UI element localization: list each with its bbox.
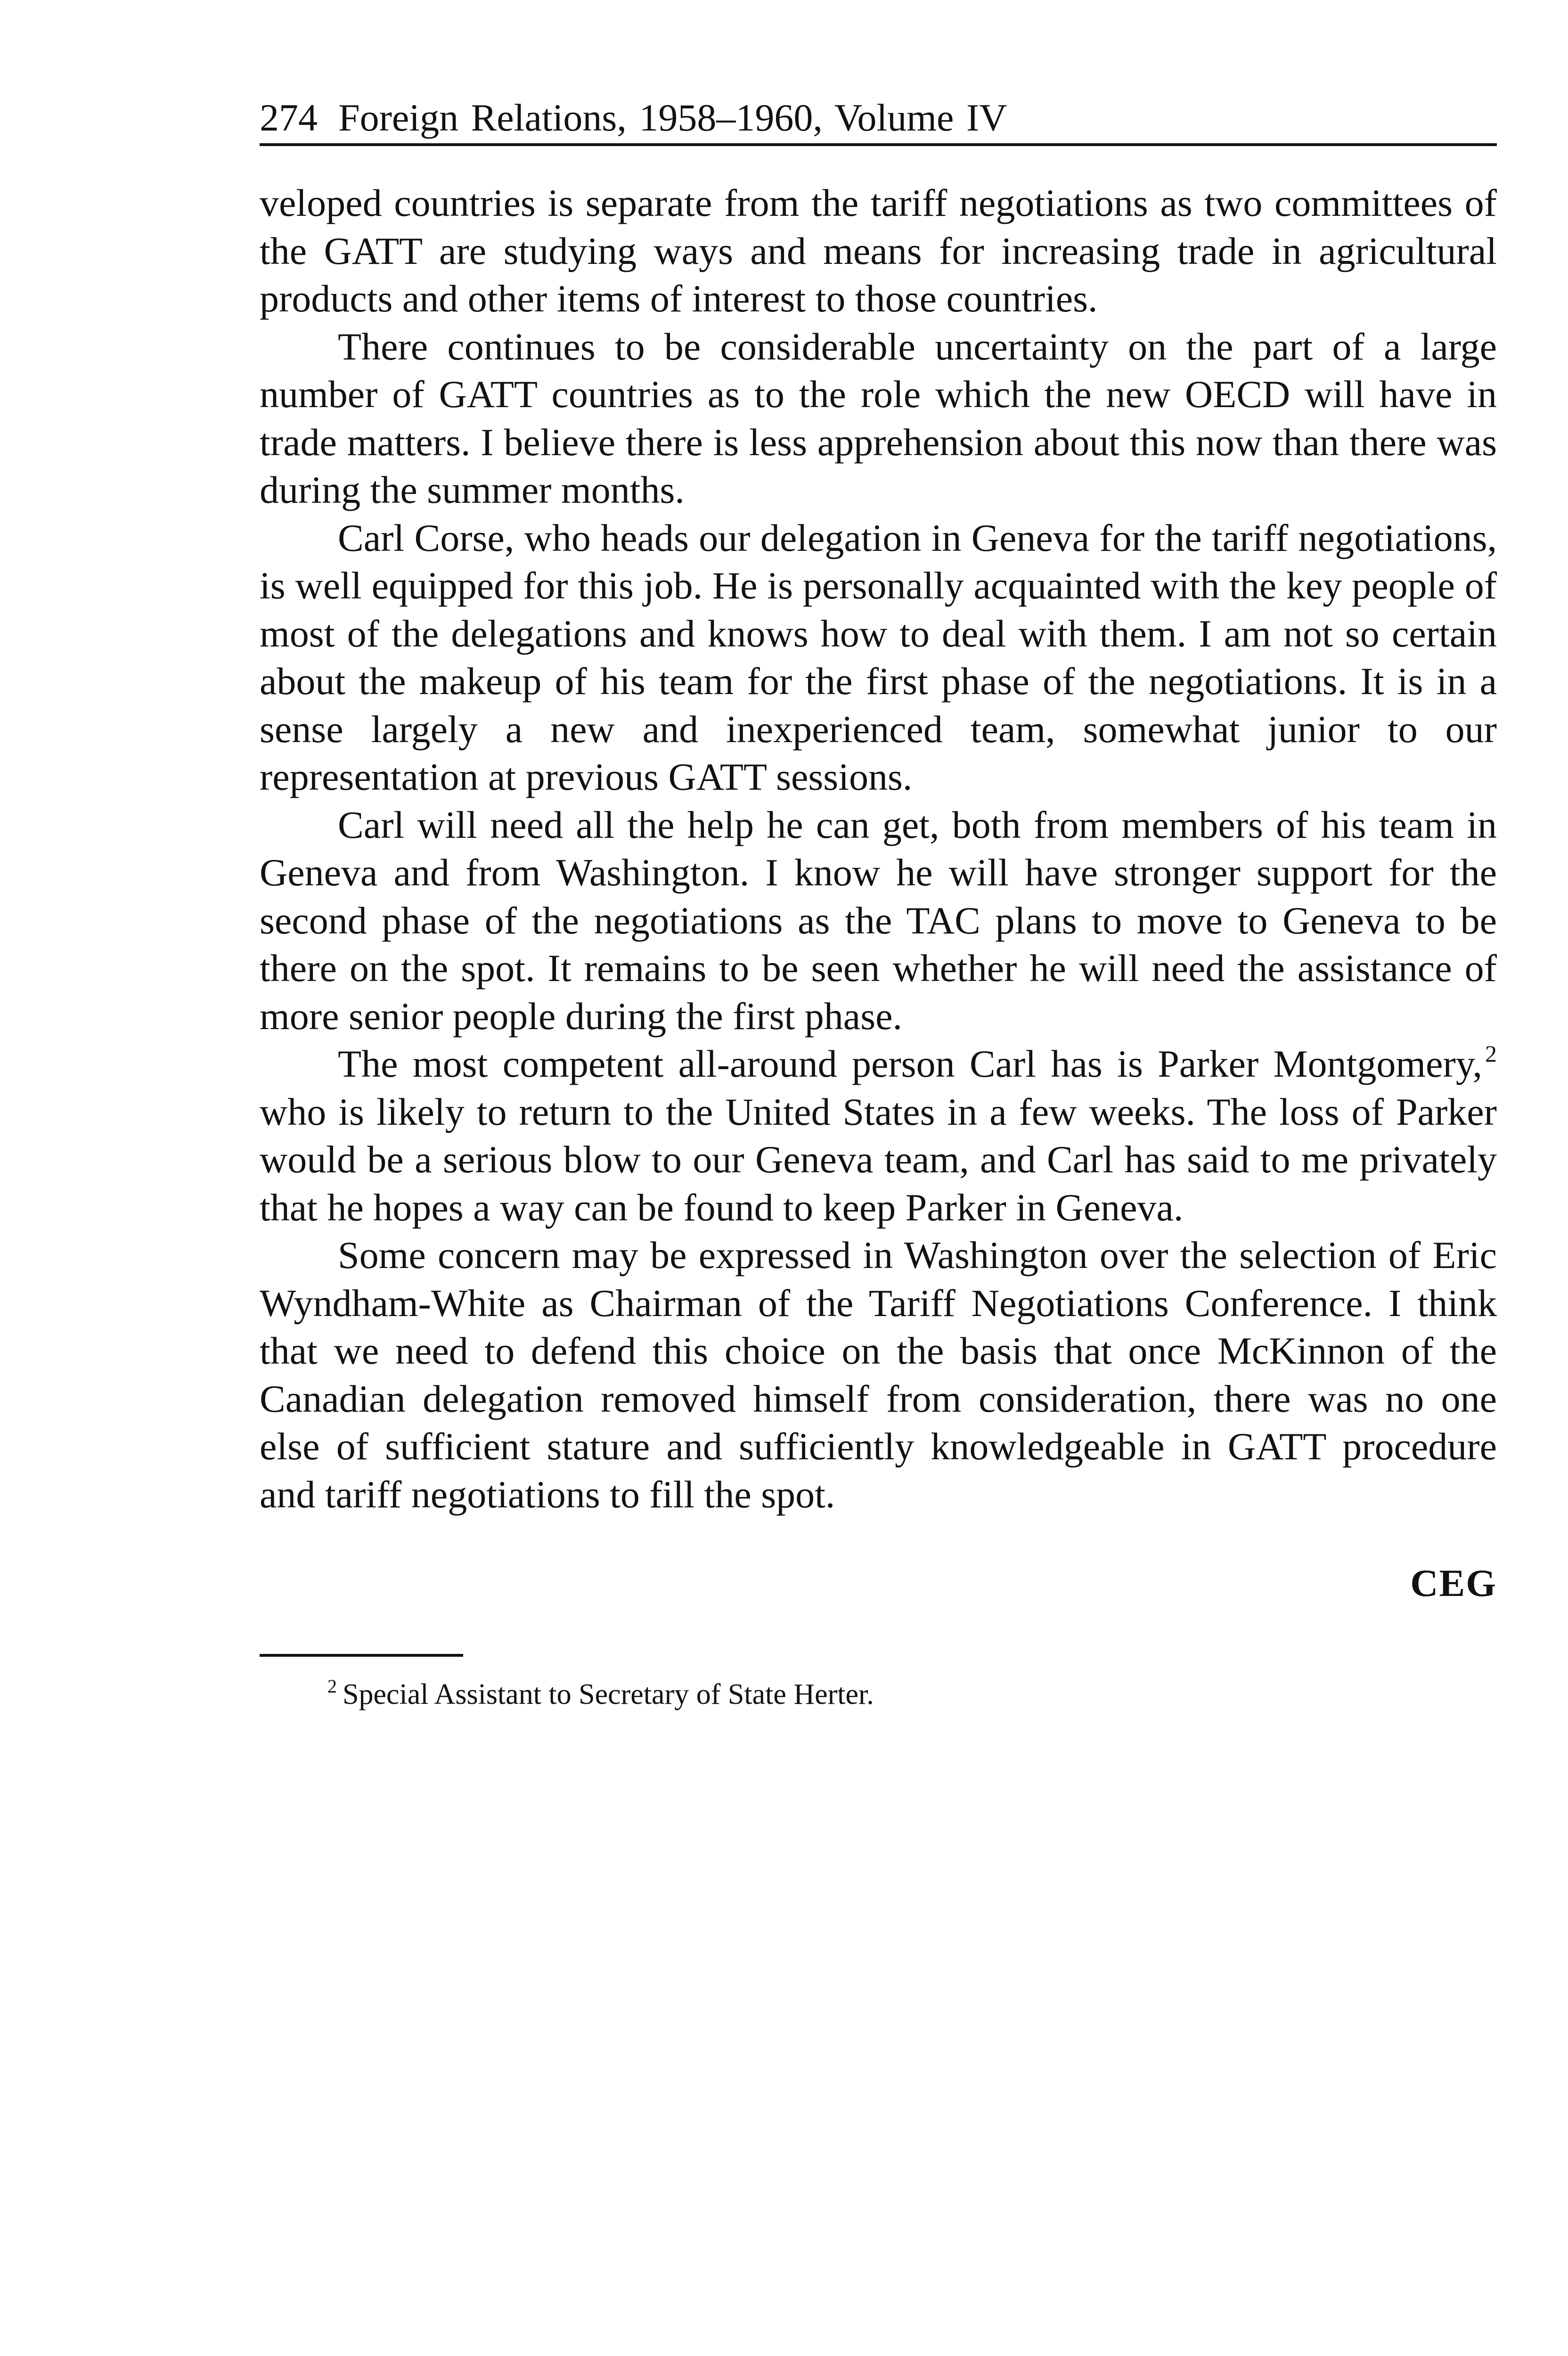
running-head: [260, 94, 1497, 146]
footnote-mark: 2: [327, 1676, 337, 1697]
paragraph-parker-text-start: The most competent all-around person Carl has is Parker Montgomery,: [338, 1042, 1482, 1085]
paragraph-wyndham-white: Some concern may be expressed in Washington over the selection of Eric Wyndham-White as Chairman of the Tariff Negotiations Conference. I think that we need to defend this choice on the basis that once McKinnon of the Canadian delegation removed himself from consideration, there was no one else of sufficient stature and sufficiently knowledgeable in GATT procedure and tariff negotiations to fill the spot.: [260, 1234, 1497, 1516]
page-number: 274: [260, 96, 318, 139]
paragraph-parker-text-end: who is likely to return to the United States in a few weeks. The loss of Parker would be a serious blow to our Geneva team, and Carl has said to me privately that he hopes a way can be found to keep Parker in Geneva.: [260, 1090, 1497, 1229]
signature-initials: CEG: [1410, 1562, 1497, 1604]
paragraph-carl-corse: Carl Corse, who heads our delegation in Geneva for the tariff negotiations, is well equipped for this job. He is personally acquainted with the key people of most of the delegations and knows how to deal with them. I am not so certain about the makeup of his team for the first phase of the negotiations. It is in a sense largely a new and inexperienced team, somewhat junior to our representation at previous GATT sessions.: [260, 516, 1497, 798]
footnote-text: Special Assistant to Secretary of State Herter.: [343, 1678, 874, 1710]
body-text: [260, 179, 1497, 1518]
footnote-divider: [260, 1654, 463, 1657]
footnote: [260, 1676, 1497, 1713]
running-title: Foreign Relations, 1958–1960, Volume IV: [338, 96, 1007, 139]
paragraph-parker-montgomery: [260, 1040, 1497, 1231]
footnote-reference[interactable]: 2: [1485, 1040, 1497, 1067]
paragraph-oecd-uncertainty: There continues to be considerable uncertainty on the part of a large number of GATT countries as to the role which the new OECD will have in trade matters. I believe there is less apprehension about this now than there was during the summer months.: [260, 325, 1497, 511]
paragraph-continued: veloped countries is separate from the tariff negotiations as two committees of the GATT are studying ways and means for increasing trade in agricultural products and other items of interest to those countries.: [260, 181, 1497, 320]
paragraph-help-needed: Carl will need all the help he can get, both from members of his team in Geneva and from Washington. I know he will have stronger support for the second phase of the negotiations as the TAC plans to move to Geneva to be there on the spot. It remains to be seen whether he will need the assistance of more senior people during the first phase.: [260, 803, 1497, 1038]
document-page: [260, 94, 1497, 1713]
